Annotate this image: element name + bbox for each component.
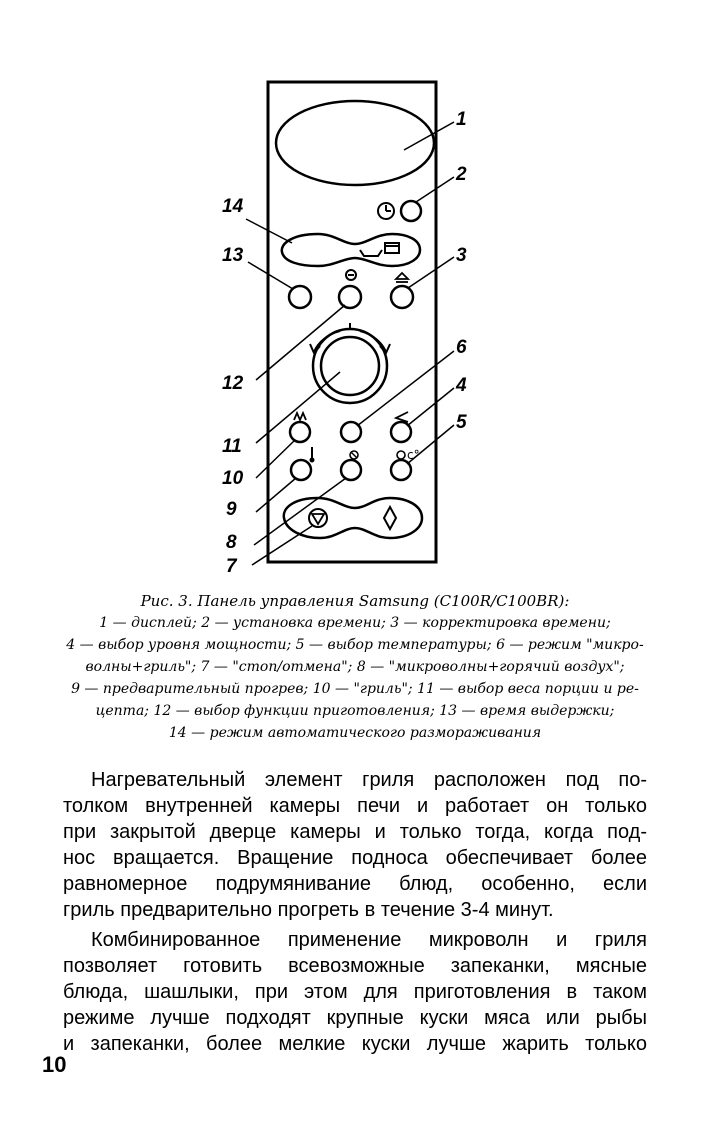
paragraph-2 (63, 927, 647, 1057)
temperature-symbol-icon (397, 451, 405, 459)
stop-icon (312, 514, 324, 524)
body-text (63, 767, 647, 1057)
caption-line: 9 — предварительный прогрев; 10 — "гриль"; 11 — выбор веса порции и ре- (71, 681, 639, 697)
panel-outline (268, 82, 436, 562)
text-line: при закрытой дверце камеры и только тогда, когда под- (63, 821, 647, 843)
time-correction-button[interactable] (391, 286, 413, 308)
callout-14: 14 (222, 196, 244, 217)
preheat-button[interactable] (291, 460, 311, 480)
caption-line: 1 — дисплей; 2 — установка времени; 3 — корректировка времени; (99, 615, 611, 631)
callout-1: 1 (456, 109, 467, 130)
caption-title: Рис. 3. Панель управления Samsung (С100R/С100BR): (140, 592, 570, 610)
callout-12: 12 (222, 373, 244, 394)
text-line: гриль предварительно прогреть в течение 3-4 минут. (63, 899, 554, 921)
text-line: равномерное подрумянивание блюд, особенно, если (63, 873, 647, 895)
weight-dial-knob[interactable] (321, 337, 379, 395)
figure-caption (40, 590, 670, 744)
caption-line: цепта; 12 — выбор функции приготовления; 13 — время выдержки; (95, 703, 615, 719)
callout-10: 10 (222, 468, 244, 489)
caption-line: 4 — выбор уровня мощности; 5 — выбор температуры; 6 — режим "микро- (66, 637, 644, 653)
text-line: толком внутренней камеры печи и работает он только (63, 795, 647, 817)
text-line: режиме лучше подходят крупные куски мяса или рыбы (63, 1007, 647, 1029)
leader-lines (246, 122, 454, 565)
display-window (276, 101, 434, 185)
callout-6: 6 (456, 337, 467, 358)
text-line: и запеканки, более мелкие куски лучше жарить только (63, 1033, 647, 1055)
weight-dial-outer (313, 329, 387, 403)
temperature-symbol-label: c° (407, 448, 420, 462)
start-icon[interactable] (384, 507, 396, 529)
callout-2: 2 (456, 164, 467, 185)
caption-line: волны+гриль"; 7 — "стоп/отмена"; 8 — "микроволны+горячий воздух"; (85, 659, 625, 675)
defrost-icon (360, 250, 382, 256)
callout-3: 3 (456, 245, 467, 266)
callout-7: 7 (226, 556, 237, 577)
microwave-hot-air-button[interactable] (341, 460, 361, 480)
defrost-icon (385, 243, 399, 253)
callout-9: 9 (226, 499, 237, 520)
callout-11: 11 (222, 436, 242, 457)
callout-8: 8 (226, 532, 237, 553)
start-stop-button-pair[interactable] (284, 498, 422, 538)
time-set-button[interactable] (401, 201, 421, 221)
text-line: блюда, шашлыки, при этом для приготовления в таком (63, 981, 647, 1003)
caption-line: 14 — режим автоматического размораживания (168, 725, 542, 741)
callout-13: 13 (222, 245, 244, 266)
text-line: Нагревательный элемент гриля расположен под по- (91, 769, 647, 791)
grill-symbol-icon (294, 413, 306, 420)
callout-5: 5 (456, 412, 467, 433)
grill-button[interactable] (290, 422, 310, 442)
paragraph-1 (63, 767, 647, 923)
thermometer-icon (310, 458, 315, 463)
text-line: позволяет готовить всевозможные запеканки, мясные (63, 955, 647, 977)
function-select-button[interactable] (339, 286, 361, 308)
page-number: 10 (42, 1052, 67, 1077)
hot-air-symbol-icon (351, 452, 357, 458)
text-line: нос вращается. Вращение подноса обеспечивает более (63, 847, 647, 869)
eject-symbol-icon (396, 273, 408, 279)
callout-4: 4 (456, 375, 467, 396)
text-line: Комбинированное применение микроволн и гриля (91, 929, 647, 951)
power-level-icon (396, 412, 408, 422)
